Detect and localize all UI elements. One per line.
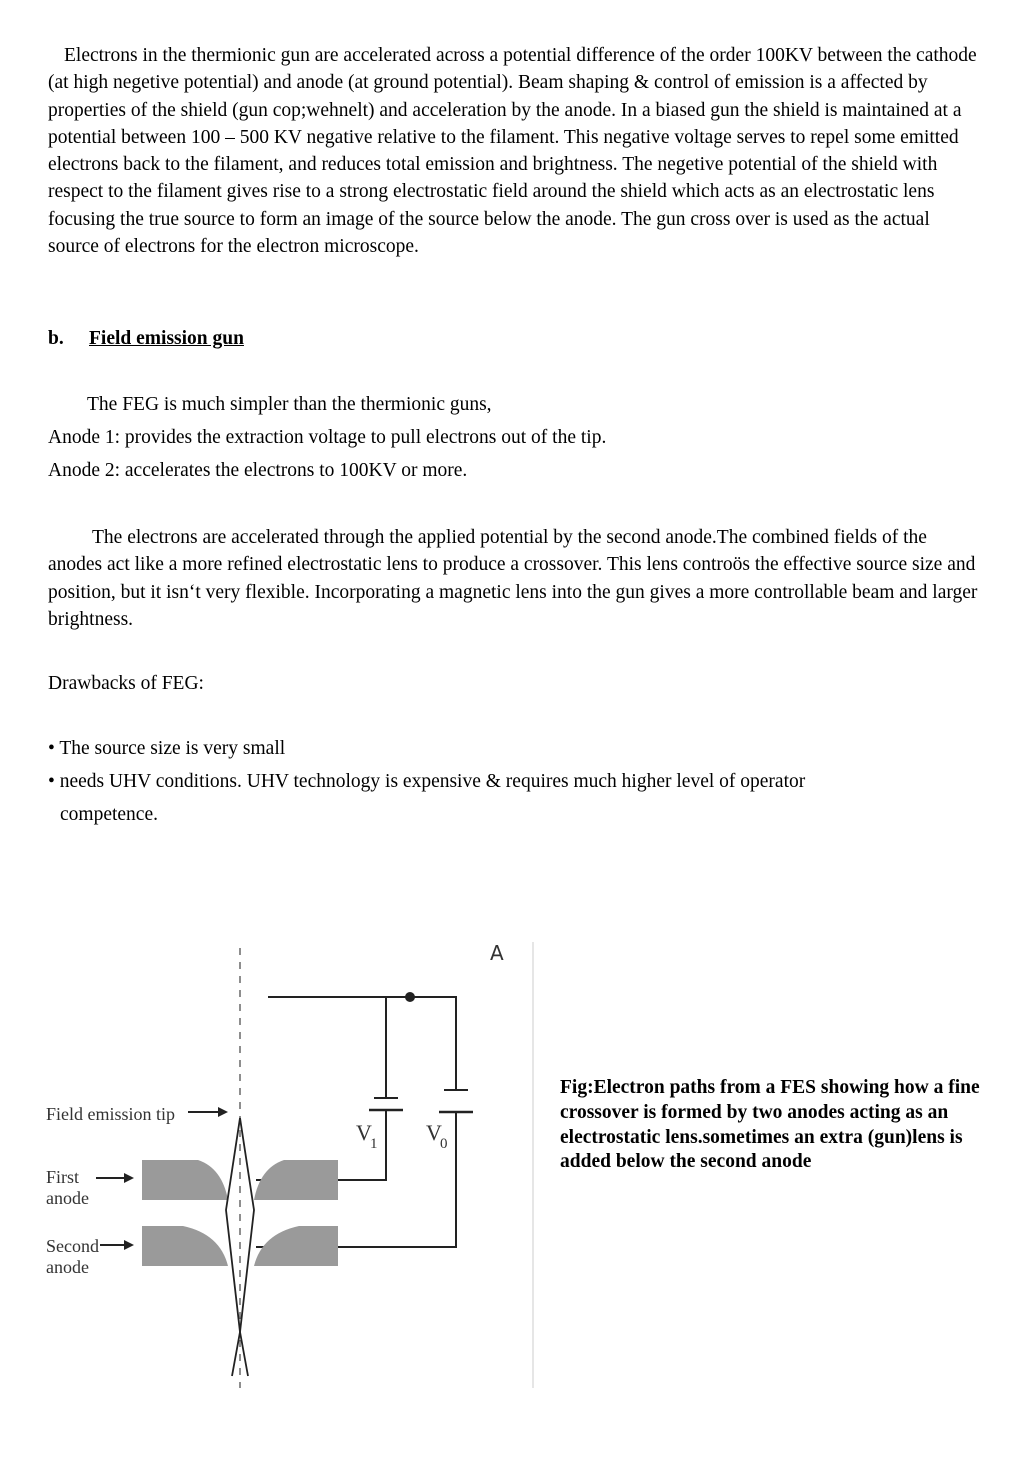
feg-diagram [40,935,540,1390]
intro-paragraph: Electrons in the thermionic gun are accelerated across a potential difference of the order 100KV between the cathode (at high negetive potential) and anode (at ground potential). Beam shaping & control of emission is a affected by properties of the shield (gun cop;wehnelt) and acceleration by the anode. In a biased gun the shield is maintained at a potential between 100 – 500 KV negative relative to the filament. This negative voltage serves to repel some emitted electrons back to the filament, and reduces total emission and brightness. The negetive potential of the shield with respect to the filament gives rise to a strong electrostatic field around the shield which acts as an electrostatic lens focusing the true source to form an image of the source below the anode. The gun cross over is used as the actual source of electrons for the electron microscope. [48,45,977,258]
section-title: Field emission gun [89,328,244,349]
first-anode-label: First [46,1167,80,1187]
junction-dot [405,992,415,1002]
v1-label: V [356,1120,372,1145]
first-anode [142,1160,338,1200]
tip-label: Field emission tip [46,1104,176,1124]
second-anode-label: anode [46,1257,89,1277]
anode1-line: Anode 1: provides the extraction voltage to pull electrons out of the tip. [48,427,607,448]
v0-label: V [426,1120,442,1145]
v1-subscript: 1 [370,1136,378,1152]
v0-subscript: 0 [440,1136,448,1152]
figure-caption: Fig:Electron paths from a FES showing how a fine crossover is formed by two anodes acting as an electrostatic lens.sometimes an extra (gun)lens is added below the second anode [560,1077,980,1173]
section-heading [48,328,244,350]
section-number: b. [48,328,64,349]
drawbacks-heading: Drawbacks of FEG: [48,673,204,694]
feg-paragraph: The electrons are accelerated through the applied potential by the second anode.The combined fields of the anodes act like a more refined electrostatic lens to produce a crossover. This lens controös the effective source size and position, but it isn‘t very flexible. Incorporating a magnetic lens into the gun gives a more controllable beam and larger brightness. [48,527,978,630]
second-anode-label: Second [46,1236,99,1256]
anode2-line: Anode 2: accelerates the electrons to 100KV or more. [48,460,468,481]
first-anode-label: anode [46,1188,89,1208]
drawback-item-continuation: competence. [60,804,158,825]
panel-letter: A [490,941,504,965]
drawback-item: • needs UHV conditions. UHV technology is expensive & requires much higher level of operator [48,771,806,792]
drawback-item: • The source size is very small [48,738,286,759]
feg-intro-line: The FEG is much simpler than the thermionic guns, [87,394,492,415]
